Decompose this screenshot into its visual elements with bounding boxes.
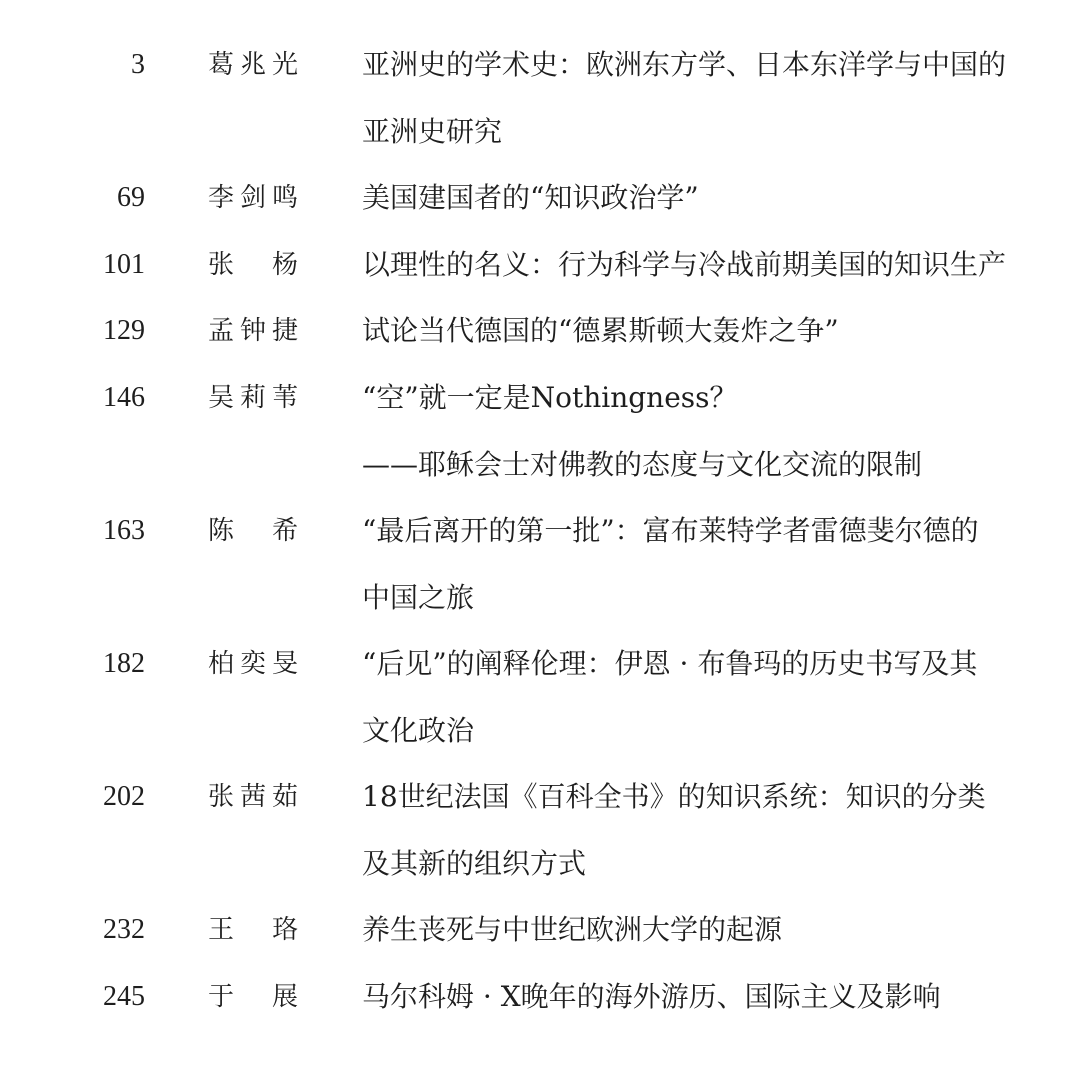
title-line: “最后离开的第一批”：富布莱特学者雷德斐尔德的	[362, 514, 979, 547]
page-number: 202	[103, 781, 145, 812]
article-title	[362, 964, 941, 1031]
author-name: 柏奕旻	[208, 649, 298, 679]
article-title	[362, 897, 782, 964]
title-line: 美国建国者的“知识政治学”	[362, 181, 699, 214]
article-title	[362, 498, 979, 631]
page-number: 146	[103, 382, 145, 413]
author-name: 于 展	[208, 982, 298, 1012]
title-line: 及其新的组织方式	[362, 846, 587, 880]
author-name: 王 珞	[208, 915, 298, 945]
article-title	[362, 365, 922, 498]
page-number: 182	[103, 648, 145, 679]
page-number: 163	[103, 515, 145, 546]
title-line: 马尔科姆 · X晚年的海外游历、国际主义及影响	[362, 980, 941, 1013]
title-line: 试论当代德国的“德累斯顿大轰炸之争”	[362, 314, 839, 347]
title-line: “后见”的阐释伦理：伊恩 · 布鲁玛的历史书写及其	[362, 647, 978, 680]
author-name: 陈 希	[208, 516, 298, 546]
title-line: 亚洲史的学术史：欧洲东方学、日本东洋学与中国的	[362, 48, 1007, 81]
page-number: 232	[103, 914, 145, 945]
page-number: 101	[103, 249, 145, 280]
title-line: “空”就一定是Nothingness？	[362, 381, 738, 414]
title-line: 文化政治	[362, 713, 475, 747]
author-name: 孟钟捷	[208, 316, 298, 346]
title-line: 以理性的名义：行为科学与冷战前期美国的知识生产	[362, 248, 1007, 281]
author-name: 吴莉苇	[208, 383, 298, 413]
article-title	[362, 764, 986, 897]
page-number: 245	[103, 981, 145, 1012]
title-line: 18世纪法国《百科全书》的知识系统：知识的分类	[362, 780, 986, 813]
page-number: 129	[103, 315, 145, 346]
page-number: 69	[117, 182, 145, 213]
author-name: 葛兆光	[208, 50, 298, 80]
title-line: ——耶稣会士对佛教的态度与文化交流的限制	[362, 447, 923, 481]
article-title	[362, 631, 977, 764]
article-title	[362, 298, 839, 365]
article-title	[362, 32, 1006, 165]
author-name: 张茜茹	[208, 782, 298, 812]
article-title	[362, 232, 1006, 299]
page-number: 3	[131, 49, 145, 80]
article-title	[362, 165, 699, 232]
author-name: 李剑鸣	[208, 183, 298, 213]
title-line: 亚洲史研究	[362, 114, 503, 148]
author-name: 张 杨	[208, 250, 298, 280]
title-line: 中国之旅	[362, 580, 475, 614]
title-line: 养生丧死与中世纪欧洲大学的起源	[362, 913, 783, 946]
